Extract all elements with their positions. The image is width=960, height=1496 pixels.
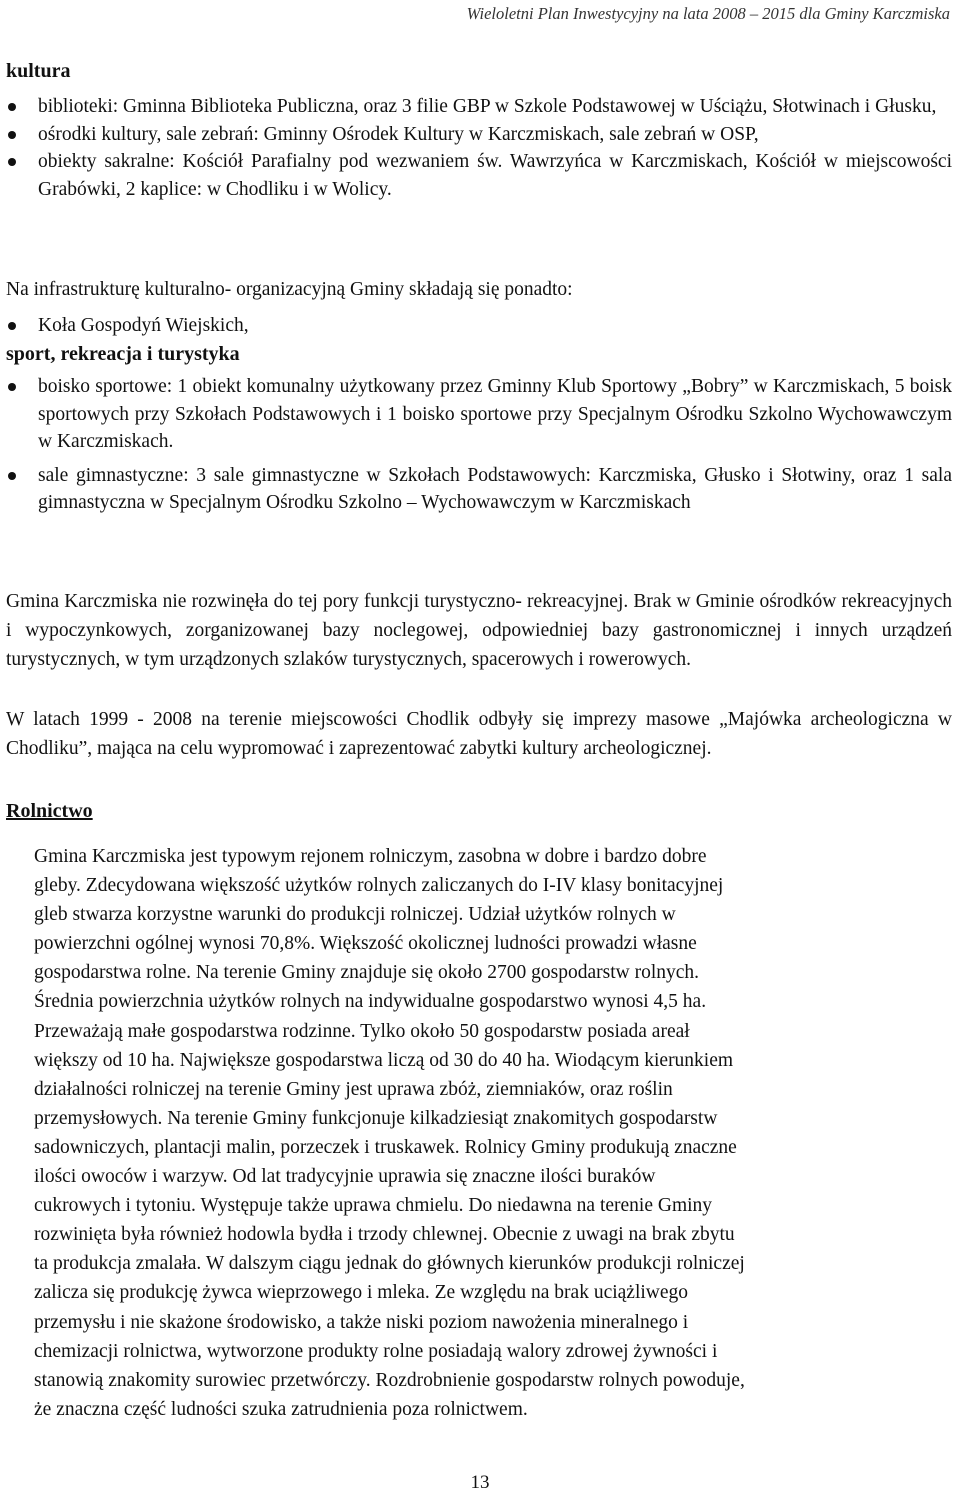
heading-rolnictwo: Rolnictwo [6, 800, 93, 822]
majowka-paragraph: W latach 1999 - 2008 na terenie miejscowości Chodlik odbyły się imprezy masowe „Majówka archeologiczna w Chodliku”, mająca na celu wypromować i zaprezentować zabytki kultury archeologicznej. [6, 709, 952, 759]
rolnictwo-paragraph: Gmina Karczmiska jest typowym rejonem rolniczym, zasobna w dobre i bardzo dobre gleby. Zdecydowana większość użytków rolnych zaliczanych do I-IV klasy bonitacyjnej gleb stwarza korzystne warunki do produkcji rolniczej. Udział użytków rolnych w powierzchni ogólnej wynosi 70,8%. Większość okolicznej ludności prowadzi własne gospodarstwa rolne. Na terenie Gminy znajduje się około 2700 gospodarstw rolnych. Średnia powierzchnia użytków rolnych na indywidualne gospodarstwo wynosi 4,5 ha. Przeważają małe gospodarstwa rodzinne. Tylko około 50 gospodarstw posiada areał większy od 10 ha. Największe gospodarstwa liczą od 30 do 40 ha. Wiodącym kierunkiem działalności rolniczej na terenie Gminy jest uprawa zbóż, ziemniaków, oraz roślin przemysłowych. Na terenie Gminy funkcjonuje kilkadziesiąt znakomitych gospodarstw sadowniczych, plantacji malin, porzeczek i truskawek. Rolnicy Gminy produkują znaczne ilości owoców i warzyw. Od lat tradycyjnie uprawia się znaczne ilości buraków cukrowych i tytoniu. Występuje także uprawa chmielu. Do niedawna na terenie Gminy rozwinięta była również hodowla bydła i trzody chlewnej. Obecnie z uwagi na brak zbytu ta produkcja zmalała. W dalszym ciągu jednak do głównych kierunków produkcji rolniczej zalicza się produkcję żywca wieprzowego i mleka. Ze względu na brak uciążliwego przemysłu i nie skażone środowisko, a także niski poziom nawożenia mineralnego i chemizacji rolnictwa, wytworzone produkty rolne posiadają walory zdrowej żywności i stanowią znakomity surowiec przetwórczy. Rozdrobnienie gospodarstw rolnych powoduje, że znaczna część ludności szuka zatrudnienia poza rolnictwem. [34, 846, 745, 1420]
kultura-additional-list [0, 312, 952, 340]
kultura-list [0, 93, 952, 203]
running-header: Wieloletni Plan Inwestycyjny na lata 2008 – 2015 dla Gminy Karczmiska [466, 4, 950, 23]
list-item: Koła Gospodyń Wiejskich, [0, 312, 952, 340]
tourism-paragraph: Gmina Karczmiska nie rozwinęła do tej pory funkcji turystyczno- rekreacyjnej. Brak w Gminie ośrodków rekreacyjnych i wypoczynkowych, zorganizowanej bazy noclegowej, odpowiedniej bazy gastronomicznej i innych urządzeń turystycznych, w tym urządzonych szlaków turystycznych, spacerowych i rowerowych. [6, 591, 952, 670]
list-item: boisko sportowe: 1 obiekt komunalny użytkowany przez Gminny Klub Sportowy „Bobry” w Karczmiskach, 5 boisk sportowych przy Szkołach Podstawowych i 1 boisko sportowe przy Specjalnym Ośrodku Szkolno Wychowawczym w Karczmiskach. [0, 373, 952, 456]
list-item: obiekty sakralne: Kościół Parafialny pod wezwaniem św. Wawrzyńca w Karczmiskach, Kościół w miejscowości Grabówki, 2 kaplice: w Chodliku i w Wolicy. [0, 148, 952, 203]
heading-kultura: kultura [6, 60, 71, 82]
sport-list [0, 373, 952, 517]
heading-sport: sport, rekreacja i turystyka [6, 343, 240, 365]
list-item: ośrodki kultury, sale zebrań: Gminny Ośrodek Kultury w Karczmiskach, sale zebrań w OSP, [0, 121, 952, 149]
kultura-additional-intro: Na infrastrukturę kulturalno- organizacyjną Gminy składają się ponadto: [6, 279, 573, 300]
page-number: 13 [470, 1472, 490, 1493]
list-item: biblioteki: Gminna Biblioteka Publiczna, oraz 3 filie GBP w Szkole Podstawowej w Uściążu, Słotwinach i Głusku, [0, 93, 952, 121]
list-item: sale gimnastyczne: 3 sale gimnastyczne w Szkołach Podstawowych: Karczmiska, Głusko i Słotwiny, oraz 1 sala gimnastyczna w Specjalnym Ośrodku Szkolno – Wychowawczym w Karczmiskach [0, 462, 952, 517]
